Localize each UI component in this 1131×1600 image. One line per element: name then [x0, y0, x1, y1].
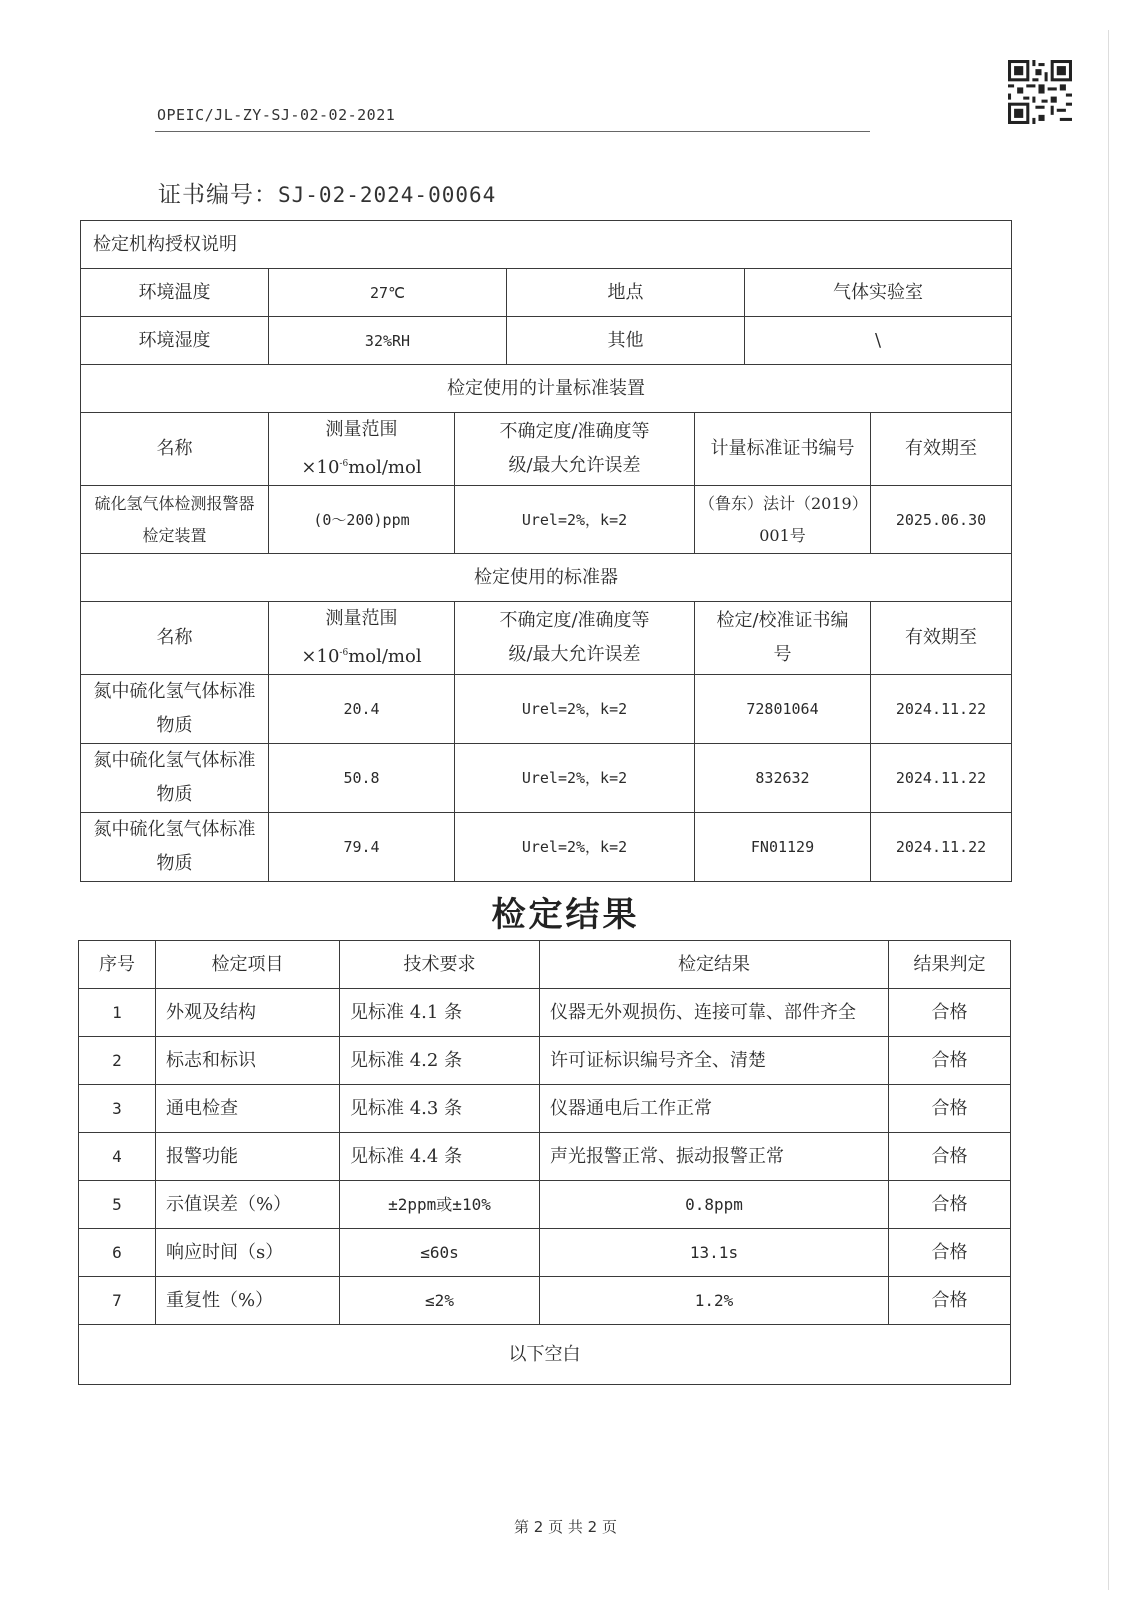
ref-uncertainty: Urel=2%，k=2 — [455, 813, 695, 882]
header-name: 名称 — [81, 413, 269, 486]
table-row — [79, 1085, 1011, 1133]
ref-cert: 832632 — [695, 744, 871, 813]
row-item: 外观及结构 — [156, 989, 340, 1037]
location-label: 地点 — [507, 269, 745, 317]
ref-range: 79.4 — [269, 813, 455, 882]
table-row — [79, 1037, 1011, 1085]
env-humidity-label: 环境湿度 — [81, 317, 269, 365]
certificate-number — [158, 176, 496, 209]
row-no: 6 — [79, 1229, 156, 1277]
results-title: 检定结果 — [491, 895, 640, 935]
env-temp-label: 环境温度 — [81, 269, 269, 317]
certificate-number-value: SJ-02-2024-00064 — [278, 183, 497, 207]
row-item: 重复性（%） — [156, 1277, 340, 1325]
row-no: 3 — [79, 1085, 156, 1133]
page-edge-line — [1108, 30, 1109, 1590]
device-cert: （鲁东）法计（2019） 001号 — [695, 486, 871, 554]
table-row — [81, 486, 1012, 554]
row-verdict: 合格 — [889, 1133, 1011, 1181]
row-req: 见标准 4.1 条 — [340, 989, 540, 1037]
table-row — [81, 675, 1012, 744]
row-result: 仪器通电后工作正常 — [540, 1085, 889, 1133]
row-verdict: 合格 — [889, 1181, 1011, 1229]
device-valid: 2025.06.30 — [871, 486, 1012, 554]
row-verdict: 合格 — [889, 1085, 1011, 1133]
device-name: 硫化氢气体检测报警器 检定装置 — [81, 486, 269, 554]
table-row — [81, 813, 1012, 882]
row-result: 仪器无外观损伤、连接可靠、部件齐全 — [540, 989, 889, 1037]
row-verdict: 合格 — [889, 1037, 1011, 1085]
header-valid: 有效期至 — [871, 413, 1012, 486]
authorization-title: 检定机构授权说明 — [81, 221, 1012, 269]
document-code: OPEIC/JL-ZY-SJ-02-02-2021 — [157, 106, 396, 124]
ref-range: 20.4 — [269, 675, 455, 744]
row-req: 见标准 4.2 条 — [340, 1037, 540, 1085]
ref-uncertainty: Urel=2%，k=2 — [455, 675, 695, 744]
results-table — [78, 940, 1011, 1385]
row-req: 见标准 4.3 条 — [340, 1085, 540, 1133]
device-range: (0～200)ppm — [269, 486, 455, 554]
ref-valid: 2024.11.22 — [871, 675, 1012, 744]
header-cert: 检定/校准证书编 号 — [695, 602, 871, 675]
location-value: 气体实验室 — [745, 269, 1012, 317]
header-item: 检定项目 — [156, 941, 340, 989]
other-value: \ — [745, 317, 1012, 365]
table-row — [79, 989, 1011, 1037]
page-footer: 第 2 页 共 2 页 — [514, 1518, 617, 1536]
table-row — [79, 1181, 1011, 1229]
table-row — [79, 1133, 1011, 1181]
header-result: 检定结果 — [540, 941, 889, 989]
row-item: 报警功能 — [156, 1133, 340, 1181]
header-cert: 计量标准证书编号 — [695, 413, 871, 486]
row-no: 4 — [79, 1133, 156, 1181]
row-no: 7 — [79, 1277, 156, 1325]
certificate-number-label: 证书编号： — [158, 182, 278, 208]
row-verdict: 合格 — [889, 989, 1011, 1037]
ref-name: 氮中硫化氢气体标准 物质 — [81, 813, 269, 882]
ref-range: 50.8 — [269, 744, 455, 813]
header-uncertainty: 不确定度/准确度等 级/最大允许误差 — [455, 602, 695, 675]
row-result: 声光报警正常、振动报警正常 — [540, 1133, 889, 1181]
other-label: 其他 — [507, 317, 745, 365]
row-result: 1.2% — [540, 1277, 889, 1325]
row-no: 5 — [79, 1181, 156, 1229]
ref-uncertainty: Urel=2%，k=2 — [455, 744, 695, 813]
header-no: 序号 — [79, 941, 156, 989]
row-item: 示值误差（%） — [156, 1181, 340, 1229]
row-verdict: 合格 — [889, 1229, 1011, 1277]
standard-device-title: 检定使用的计量标准装置 — [81, 365, 1012, 413]
device-uncertainty: Urel=2%，k=2 — [455, 486, 695, 554]
header-range: 测量范围 $\times 10^{-6}mol$/mol — [269, 413, 455, 486]
qr-code-icon — [1008, 60, 1072, 124]
row-result: 13.1s — [540, 1229, 889, 1277]
blank-note: 以下空白 — [79, 1325, 1011, 1385]
ref-name: 氮中硫化氢气体标准 物质 — [81, 675, 269, 744]
row-no: 1 — [79, 989, 156, 1037]
header-rule — [155, 131, 870, 132]
row-item: 响应时间（s） — [156, 1229, 340, 1277]
row-item: 标志和标识 — [156, 1037, 340, 1085]
row-req: ±2ppm或±10% — [340, 1181, 540, 1229]
row-result: 许可证标识编号齐全、清楚 — [540, 1037, 889, 1085]
row-no: 2 — [79, 1037, 156, 1085]
env-humidity-value: 32%RH — [269, 317, 507, 365]
row-item: 通电检查 — [156, 1085, 340, 1133]
row-req: 见标准 4.4 条 — [340, 1133, 540, 1181]
header-uncertainty: 不确定度/准确度等 级/最大允许误差 — [455, 413, 695, 486]
header-valid: 有效期至 — [871, 602, 1012, 675]
table-row — [79, 1277, 1011, 1325]
standard-ref-title: 检定使用的标准器 — [81, 554, 1012, 602]
ref-cert: 72801064 — [695, 675, 871, 744]
ref-cert: FN01129 — [695, 813, 871, 882]
header-verdict: 结果判定 — [889, 941, 1011, 989]
authorization-table — [80, 220, 1012, 882]
row-req: ≤2% — [340, 1277, 540, 1325]
ref-name: 氮中硫化氢气体标准 物质 — [81, 744, 269, 813]
ref-valid: 2024.11.22 — [871, 744, 1012, 813]
header-req: 技术要求 — [340, 941, 540, 989]
table-row — [81, 744, 1012, 813]
header-range: 测量范围 $\times 10^{-6}mol$/mol — [269, 602, 455, 675]
header-name: 名称 — [81, 602, 269, 675]
row-req: ≤60s — [340, 1229, 540, 1277]
ref-valid: 2024.11.22 — [871, 813, 1012, 882]
row-result: 0.8ppm — [540, 1181, 889, 1229]
table-row — [79, 1229, 1011, 1277]
row-verdict: 合格 — [889, 1277, 1011, 1325]
env-temp-value: 27℃ — [269, 269, 507, 317]
